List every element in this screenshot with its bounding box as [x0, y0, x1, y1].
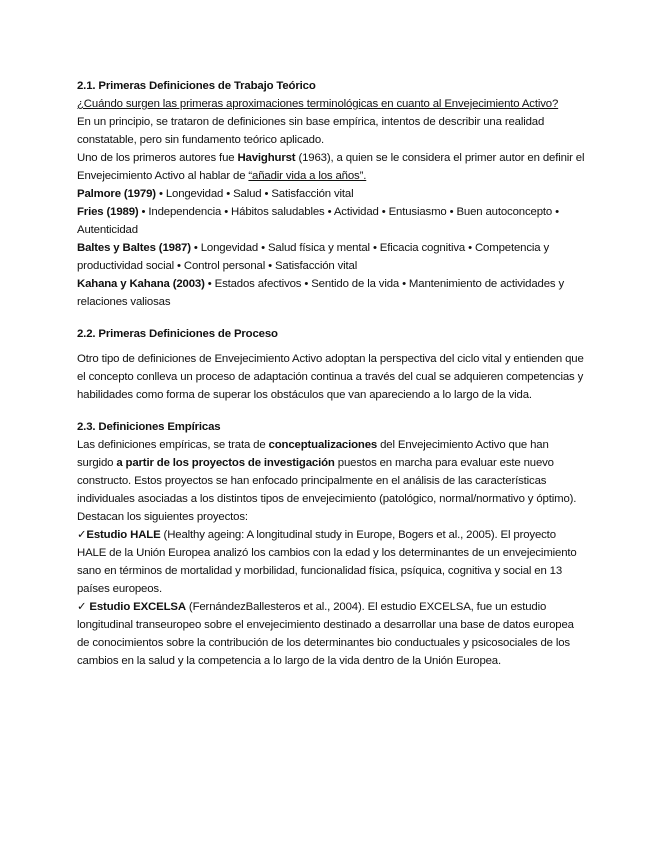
quote-anadir-vida: “añadir vida a los años”. [248, 170, 367, 182]
text-run: (1963), a quien se le considera el primer autor en definir el Envejecimiento Activo al hablar de [77, 152, 585, 182]
project-name: Estudio HALE [86, 529, 161, 541]
author-name: Palmore (1979) [77, 188, 156, 200]
paragraph-havighurst [77, 149, 585, 185]
author-item-fries [77, 203, 585, 239]
project-description: (FernándezBallesteros et al., 2004). El estudio EXCELSA, fue un estudio longitudinal transeuropeo sobre el envejecimiento destinado a desarrollar una base de datos europea de conocimientos sobre la contribución de los determinantes bio conductuales y psicosociales de los cambios en la salud y la competencia a lo largo de la vida dentro de la Unión Europea. [77, 601, 574, 667]
author-havighurst: Havighurst [237, 152, 296, 164]
text-run: puestos en marcha para evaluar este nuevo constructo. Estos proyectos se han enfocado principalmente en el análisis de las características individuales asociadas a los distintos tipos de envejecimiento (patológico, normal/normativo y óptimo). Destacan los siguientes proyectos: [77, 457, 577, 523]
author-traits: • Longevidad • Salud • Satisfacción vital [155, 188, 354, 200]
section-heading-2-1: 2.1. Primeras Definiciones de Trabajo Teórico [77, 80, 316, 92]
text-bold-run: conceptualizaciones [268, 439, 378, 451]
text-run: del Envejecimiento Activo que han surgido [77, 439, 549, 469]
author-name: Fries (1989) [77, 206, 139, 218]
author-name: Kahana y Kahana (2003) [77, 278, 205, 290]
project-item-excelsa [77, 598, 585, 670]
paragraph-empirical [77, 436, 585, 526]
paragraph-intro: En un principio, se trataron de definiciones sin base empírica, intentos de describir una realidad constatable, pero sin fundamento teórico aplicado. [77, 116, 545, 146]
author-name: Baltes y Baltes (1987) [77, 242, 191, 254]
author-item-palmore [77, 185, 585, 203]
author-item-baltes [77, 239, 585, 275]
author-traits: • Independencia • Hábitos saludables • Actividad • Entusiasmo • Buen autoconcepto • Autenticidad [77, 206, 559, 236]
section-heading-2-3: 2.3. Definiciones Empíricas [77, 421, 221, 433]
project-item-hale [77, 526, 585, 598]
checkmark-icon: ✓ [77, 601, 87, 613]
author-traits: • Longevidad • Salud física y mental • Eficacia cognitiva • Competencia y productividad social • Control personal • Satisfacción vital [77, 242, 549, 272]
text-run: Las definiciones empíricas, se trata de [77, 439, 269, 451]
checkmark-icon: ✓ [77, 529, 87, 541]
paragraph-process: Otro tipo de definiciones de Envejecimiento Activo adoptan la perspectiva del ciclo vital y entienden que el concepto conlleva un proceso de adaptación continua a través del cual se adquieren competencias y habilidades como forma de superar los obstáculos que van apareciendo a lo largo de la vida. [77, 353, 584, 401]
section-heading-2-2: 2.2. Primeras Definiciones de Proceso [77, 328, 278, 340]
section-question: ¿Cuándo surgen las primeras aproximaciones terminológicas en cuanto al Envejecimiento Activo? [77, 98, 559, 110]
project-description: (Healthy ageing: A longitudinal study in Europe, Bogers et al., 2005). El proyecto HALE de la Unión Europea analizó los cambios con la edad y los determinantes de un envejecimiento sano en términos de mortalidad y morbilidad, funcionalidad física, psíquica, cognitiva y social en 13 países europeos. [77, 529, 577, 595]
text-bold-run: a partir de los proyectos de investigación [116, 457, 335, 469]
author-traits: • Estados afectivos • Sentido de la vida • Mantenimiento de actividades y relaciones valiosas [77, 278, 564, 308]
author-item-kahana [77, 275, 585, 311]
text-run: Uno de los primeros autores fue [77, 152, 238, 164]
project-name: Estudio EXCELSA [86, 601, 186, 613]
